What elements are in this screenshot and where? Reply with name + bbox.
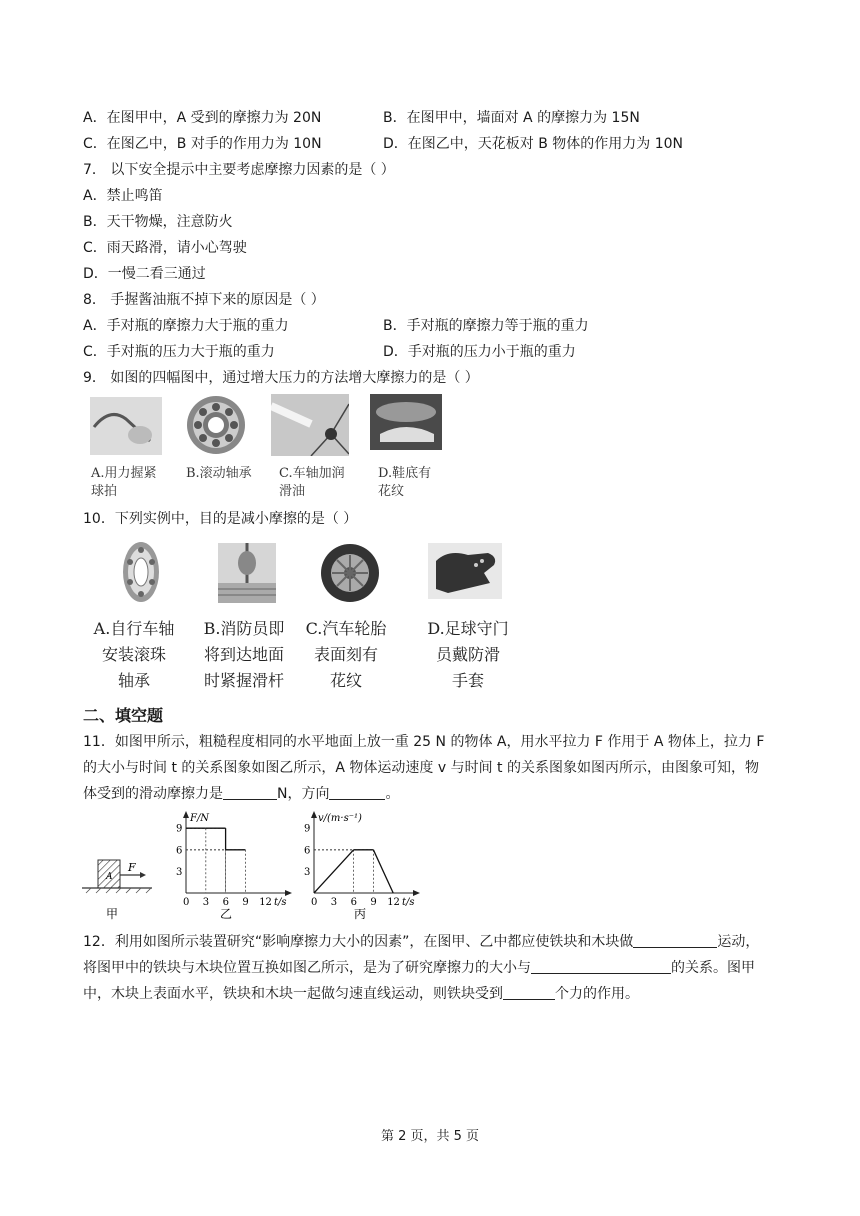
q8-option-b: B．手对瓶的摩擦力等于瓶的重力 <box>383 318 589 334</box>
q11-chart-bing <box>296 805 431 920</box>
q7-stem: 7． 以下安全提示中主要考虑摩擦力因素的是（ ） <box>83 162 395 178</box>
q6-option-c: C．在图乙中，B 对手的作用力为 10N <box>83 136 322 152</box>
q7-option-d: D．一慢二看三通过 <box>83 266 206 282</box>
q7-option-b: B．天干物燥，注意防火 <box>83 214 233 230</box>
q9-stem: 9． 如图的四幅图中，通过增大压力的方法增大摩擦力的是（ ） <box>83 370 479 386</box>
q10-bearing-image <box>117 540 165 604</box>
q10-tire-image <box>320 543 380 603</box>
block-a-label: A <box>106 872 113 882</box>
q9-shoe-sole-image <box>370 394 442 450</box>
q9-racket-grip-image <box>90 397 162 455</box>
x-tick-label: 0 <box>311 897 318 908</box>
q12-line-1: 12．利用如图所示装置研究“影响摩擦力大小的因素”，在图甲、乙中都应使铁块和木块做 运动， <box>83 934 760 950</box>
y-tick-label: 9 <box>304 823 311 835</box>
y-axis-label: v/(m·s⁻¹) <box>318 813 362 824</box>
q6-option-a: A．在图甲中，A 受到的摩擦力为 20N <box>83 110 322 126</box>
q8-option-a: A．手对瓶的摩擦力大于瓶的重力 <box>83 318 289 334</box>
q9-caption-a: A.用力握紧 球拍 <box>91 466 157 499</box>
q6-option-b: B．在图甲中，墙面对 A 的摩擦力为 15N <box>383 110 640 126</box>
q10-caption-d: D.足球守门 员戴防滑 手套 <box>427 619 509 690</box>
q8-stem: 8． 手握酱油瓶不掉下来的原因是（ ） <box>83 292 325 308</box>
q12-blank-factor[interactable] <box>531 959 671 974</box>
q10-caption-b: B.消防员即 将到达地面 时紧握滑杆 <box>203 619 285 690</box>
q6-option-d: D．在图乙中，天花板对 B 物体的作用力为 10N <box>383 136 684 152</box>
x-tick-label: 3 <box>202 897 210 908</box>
q9-ball-bearing-image <box>180 394 252 456</box>
x-tick-label: 12 <box>387 897 400 908</box>
q9-axle-oil-image <box>271 394 349 456</box>
q10-caption-a: A.自行车轴 安装滚珠 轴承 <box>93 619 175 690</box>
q10-glove-image <box>428 543 502 599</box>
q12-line-2: 将图甲中的铁块与木块位置互换如图乙所示，是为了研究摩擦力的大小与 的关系。图甲 <box>83 960 755 976</box>
figure-bing-label: 丙 <box>354 907 367 920</box>
q8-option-c: C．手对瓶的压力大于瓶的重力 <box>83 344 275 360</box>
y-axis-label: F/N <box>190 813 210 824</box>
x-tick-label: 6 <box>350 897 357 908</box>
q11-line-2: 的大小与时间 t 的关系图象如图乙所示，A 物体运动速度 v 与时间 t 的关系图象如图丙所示，由图象可知，物 <box>83 760 759 776</box>
series-segment <box>373 850 393 893</box>
q10-caption-c: C.汽车轮胎 表面刻有 花纹 <box>305 619 387 690</box>
q7-option-c: C．雨天路滑，请小心驾驶 <box>83 240 247 256</box>
y-tick-label: 6 <box>176 845 183 857</box>
series-segment <box>314 850 354 893</box>
q9-caption-b: B.滚动轴承 <box>186 466 252 481</box>
figure-yi-label: 乙 <box>220 907 233 920</box>
x-axis-label: t/s <box>274 897 287 908</box>
q10-firefighter-image <box>218 543 276 603</box>
q11-figure-jia <box>80 805 170 920</box>
q9-caption-c: C.车轴加润 滑油 <box>279 466 345 499</box>
x-tick-label: 12 <box>259 897 272 908</box>
q8-option-d: D．手对瓶的压力小于瓶的重力 <box>383 344 576 360</box>
figure-jia-label: 甲 <box>106 907 119 920</box>
x-tick-label: 9 <box>242 897 249 908</box>
section-title-fill-blank: 二、填空题 <box>83 706 164 725</box>
x-tick-label: 6 <box>222 897 229 908</box>
q12-blank-motion[interactable] <box>633 933 717 948</box>
x-tick-label: 0 <box>183 897 190 908</box>
q11-line-3: 体受到的滑动摩擦力是 N，方向 。 <box>83 786 400 802</box>
page-footer: 第 2 页，共 5 页 <box>380 1129 480 1144</box>
x-tick-label: 3 <box>330 897 338 908</box>
q9-caption-d: D.鞋底有 花纹 <box>378 466 432 499</box>
q11-blank-friction[interactable] <box>223 785 277 800</box>
q12-blank-force-count[interactable] <box>503 985 555 1000</box>
force-label: F <box>128 861 136 874</box>
y-tick-label: 3 <box>304 866 311 878</box>
y-tick-label: 9 <box>176 823 183 835</box>
q11-line-1: 11．如图甲所示，粗糙程度相同的水平地面上放一重 25 N 的物体 A，用水平拉力 F 作用于 A 物体上，拉力 F <box>83 734 765 750</box>
q11-chart-yi <box>168 805 298 920</box>
q7-option-a: A．禁止鸣笛 <box>83 188 163 204</box>
q12-line-3: 中，木块上表面水平，铁块和木块一起做匀速直线运动，则铁块受到 个力的作用。 <box>83 986 639 1002</box>
y-tick-label: 6 <box>304 845 311 857</box>
q10-stem: 10．下列实例中，目的是减小摩擦的是（ ） <box>83 511 358 527</box>
x-tick-label: 9 <box>370 897 377 908</box>
q11-blank-direction[interactable] <box>329 785 385 800</box>
y-tick-label: 3 <box>176 866 183 878</box>
x-axis-label: t/s <box>402 897 415 908</box>
